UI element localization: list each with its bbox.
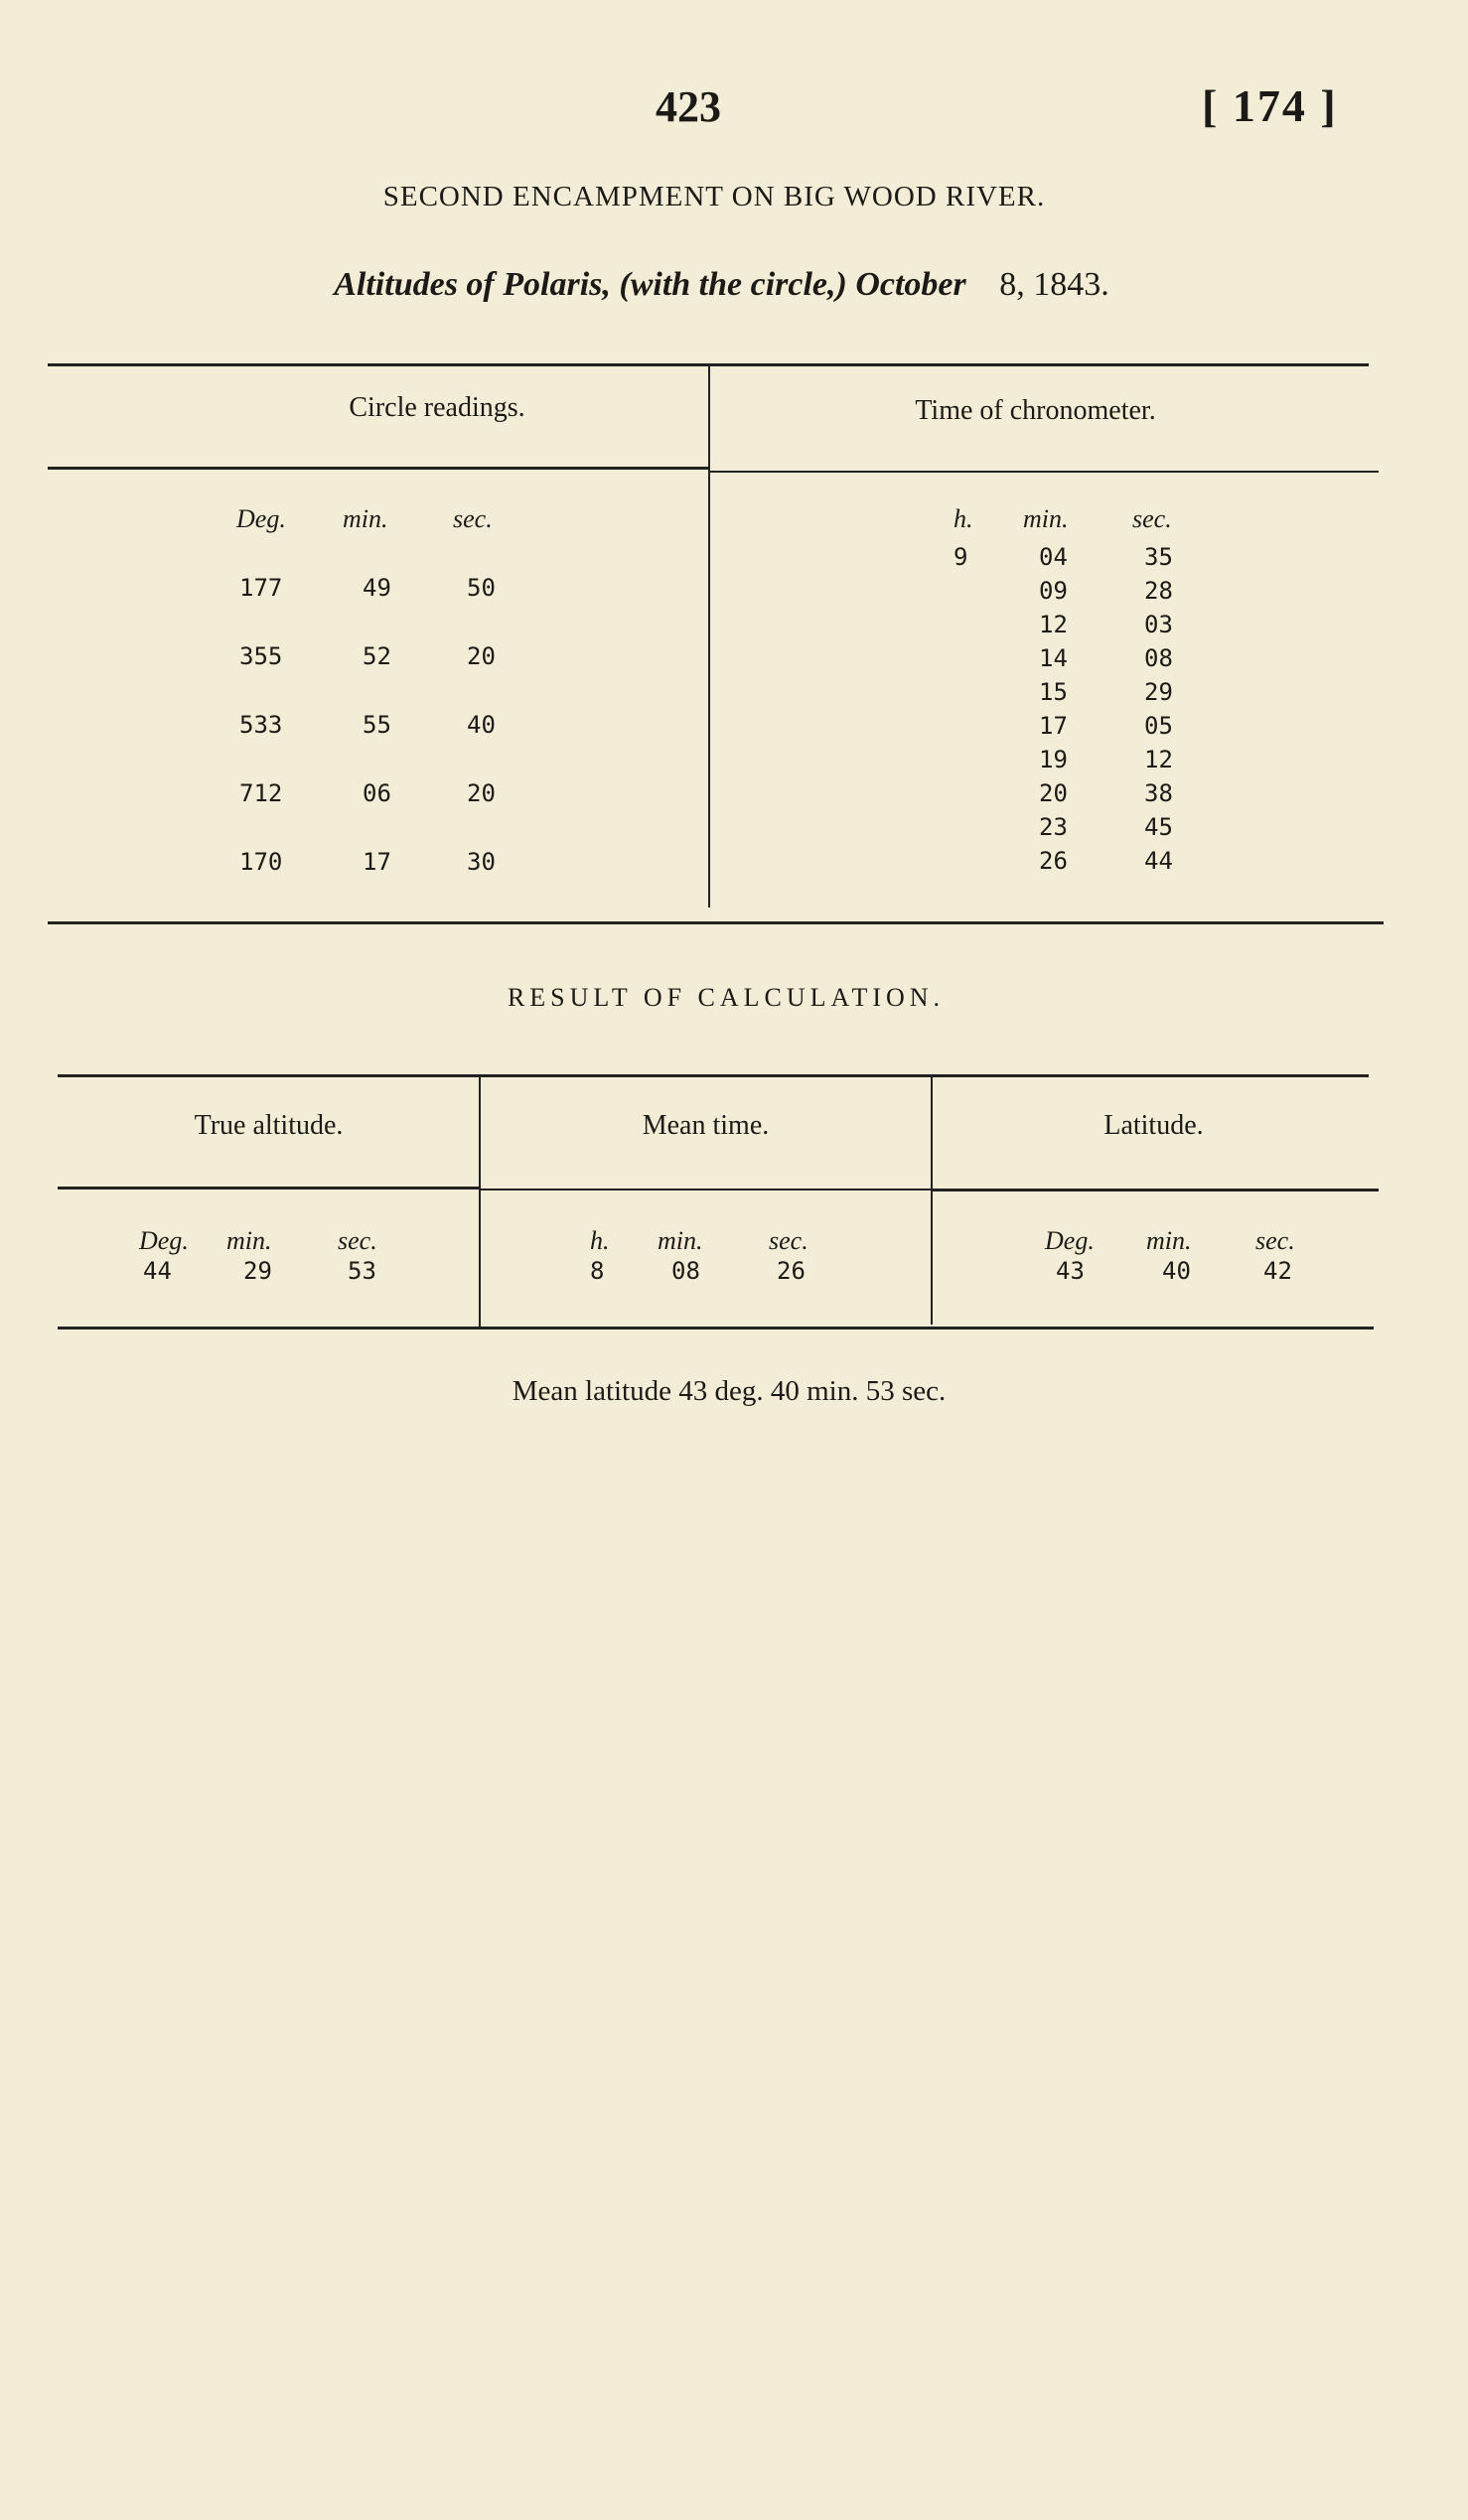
chrono-row-7-min: 19	[1039, 746, 1068, 773]
chrono-row-8-min: 20	[1039, 779, 1068, 807]
chrono-h-header: h.	[954, 504, 973, 533]
chrono-row-3-min: 12	[1039, 611, 1068, 638]
time-min-value: 08	[671, 1257, 700, 1285]
result-title: RESULT OF CALCULATION.	[507, 983, 946, 1012]
chrono-row-10-sec: 44	[1144, 847, 1173, 875]
circle-row-2-sec: 20	[467, 642, 496, 670]
table-subtitle: Altitudes of Polaris, (with the circle,) October 8, 1843.	[334, 266, 1109, 303]
circle-row-3-min: 55	[363, 711, 391, 739]
altitude-sec-header: sec.	[338, 1226, 377, 1255]
chrono-row-4-sec: 08	[1144, 644, 1173, 672]
chrono-row-4-min: 14	[1039, 644, 1068, 672]
table1-bottom-rule	[48, 921, 1384, 924]
circle-row-5-sec: 30	[467, 848, 496, 876]
chrono-min-header: min.	[1023, 504, 1069, 533]
mean-time-header: Mean time.	[642, 1110, 770, 1141]
latitude-min-value: 40	[1162, 1257, 1191, 1285]
true-altitude-header: True altitude.	[194, 1110, 344, 1141]
circle-row-5-deg: 170	[239, 848, 283, 876]
time-sec-value: 26	[777, 1257, 806, 1285]
time-h-header: h.	[590, 1226, 610, 1255]
time-min-header: min.	[658, 1226, 703, 1255]
circle-readings-header: Circle readings.	[349, 392, 525, 423]
circle-row-3-deg: 533	[239, 711, 283, 739]
latitude-deg-header: Deg.	[1045, 1226, 1095, 1255]
chrono-row-2-min: 09	[1039, 577, 1068, 605]
chrono-row-7-sec: 12	[1144, 746, 1173, 773]
chrono-row-5-sec: 29	[1144, 678, 1173, 706]
table2-top-rule	[58, 1074, 1369, 1077]
circle-deg-header: Deg.	[236, 504, 286, 533]
chronometer-header: Time of chronometer.	[915, 395, 1156, 426]
chrono-row-6-min: 17	[1039, 712, 1068, 740]
circle-row-1-sec: 50	[467, 574, 496, 602]
circle-min-header: min.	[343, 504, 388, 533]
circle-sec-header: sec.	[453, 504, 493, 533]
chrono-hour: 9	[954, 543, 968, 571]
chrono-row-1-min: 04	[1039, 543, 1068, 571]
circle-row-4-min: 06	[363, 779, 391, 807]
chrono-row-9-sec: 45	[1144, 813, 1173, 841]
circle-row-5-min: 17	[363, 848, 391, 876]
table2-header-rule-right	[932, 1189, 1379, 1191]
chrono-row-3-sec: 03	[1144, 611, 1173, 638]
table2-bottom-rule	[58, 1327, 1374, 1330]
circle-row-2-deg: 355	[239, 642, 283, 670]
bracket-page-number: [ 174 ]	[1202, 80, 1338, 131]
table2-header-rule-mid	[480, 1189, 932, 1190]
altitude-deg-value: 44	[143, 1257, 172, 1285]
altitude-deg-header: Deg.	[139, 1226, 189, 1255]
time-h-value: 8	[590, 1257, 605, 1285]
section-heading: SECOND ENCAMPMENT ON BIG WOOD RIVER.	[382, 181, 1046, 212]
chrono-sec-header: sec.	[1132, 504, 1172, 533]
latitude-sec-header: sec.	[1255, 1226, 1295, 1255]
page-number: 423	[656, 82, 721, 131]
altitude-min-value: 29	[243, 1257, 272, 1285]
table1-header-rule-left	[48, 467, 708, 470]
chrono-row-6-sec: 05	[1144, 712, 1173, 740]
circle-row-3-sec: 40	[467, 711, 496, 739]
time-sec-header: sec.	[769, 1226, 808, 1255]
circle-row-1-deg: 177	[239, 574, 283, 602]
altitude-sec-value: 53	[348, 1257, 376, 1285]
latitude-min-header: min.	[1146, 1226, 1192, 1255]
circle-row-4-sec: 20	[467, 779, 496, 807]
altitude-min-header: min.	[226, 1226, 272, 1255]
chrono-row-5-min: 15	[1039, 678, 1068, 706]
circle-row-1-min: 49	[363, 574, 391, 602]
mean-latitude-note: Mean latitude 43 deg. 40 min. 53 sec.	[512, 1375, 947, 1407]
chrono-row-2-sec: 28	[1144, 577, 1173, 605]
circle-row-2-min: 52	[363, 642, 391, 670]
chrono-row-1-sec: 35	[1144, 543, 1173, 571]
chrono-row-8-sec: 38	[1144, 779, 1173, 807]
latitude-sec-value: 42	[1263, 1257, 1292, 1285]
circle-row-4-deg: 712	[239, 779, 283, 807]
latitude-deg-value: 43	[1056, 1257, 1085, 1285]
table1-column-divider	[708, 363, 710, 908]
latitude-header: Latitude.	[1103, 1110, 1204, 1141]
chrono-row-10-min: 26	[1039, 847, 1068, 875]
chrono-row-9-min: 23	[1039, 813, 1068, 841]
table2-header-rule-left	[58, 1187, 480, 1190]
table1-header-rule-right	[708, 471, 1379, 473]
